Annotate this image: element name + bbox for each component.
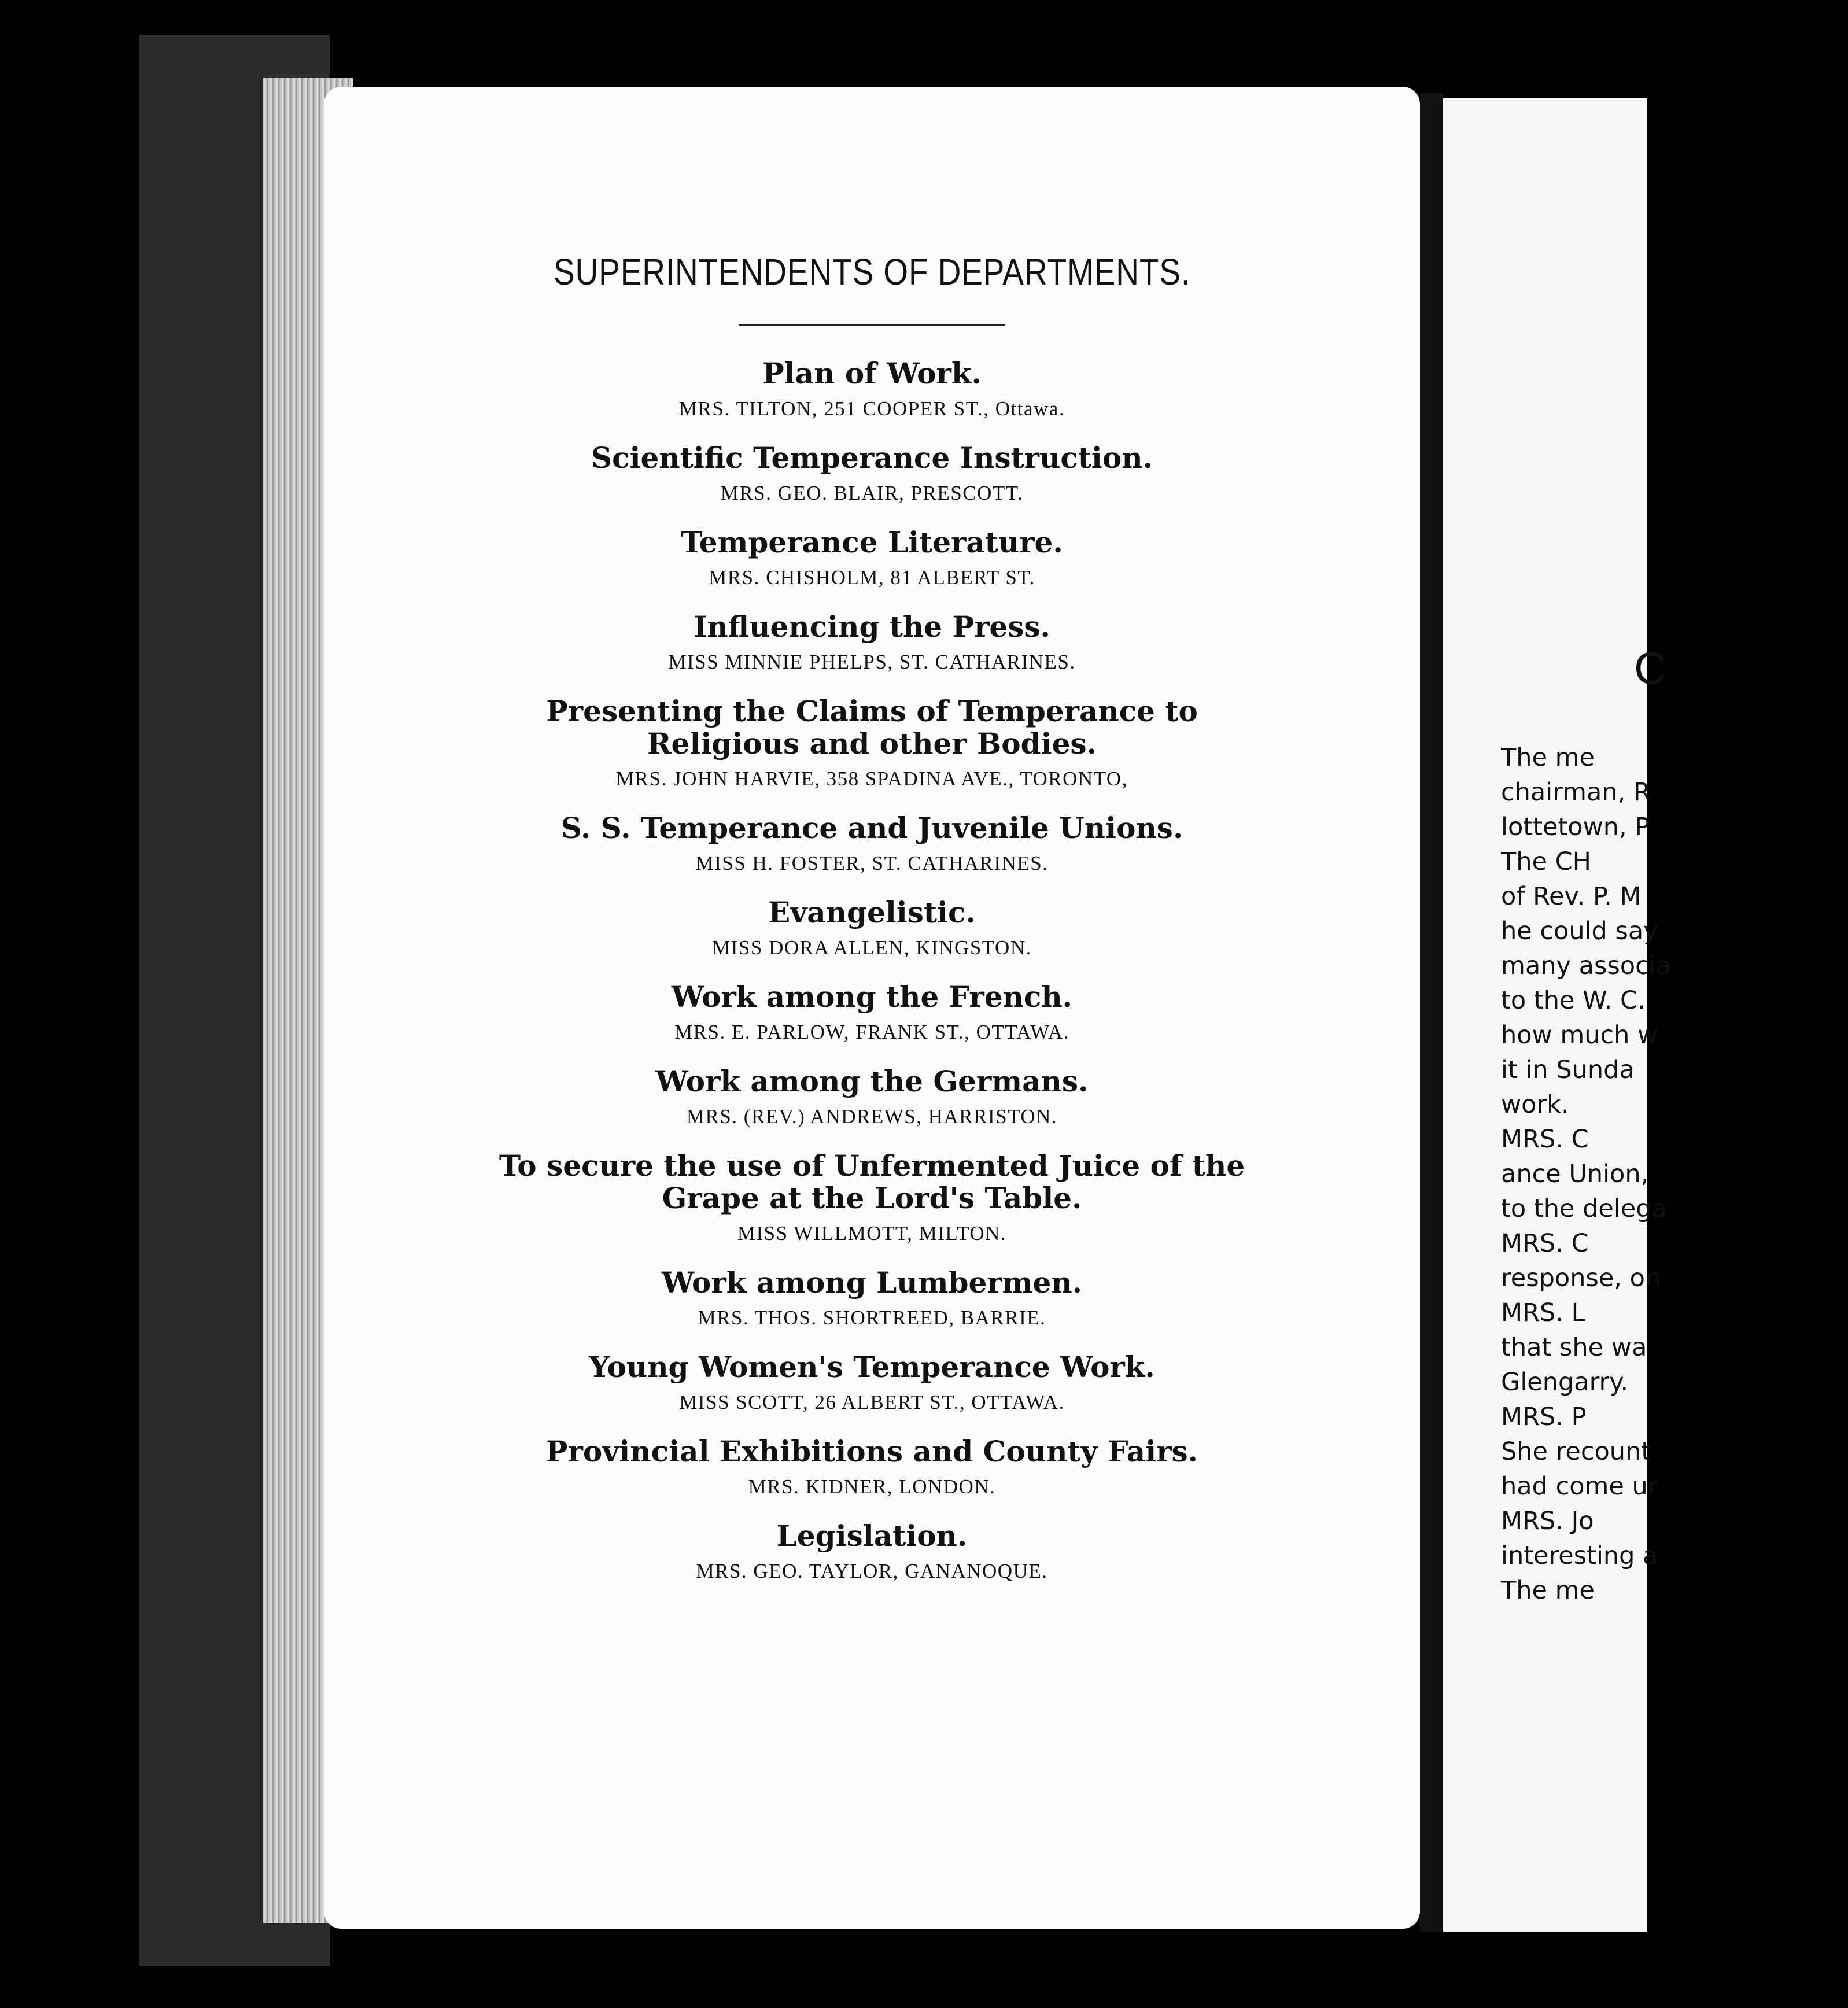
department-entry (324, 695, 1420, 793)
department-name: Young Women's Temperance Work. (589, 1350, 1155, 1384)
department-entry (324, 357, 1420, 423)
department-entry (324, 1351, 1420, 1417)
department-entry (324, 611, 1420, 677)
page-title: SUPERINTENDENTS OF DEPARTMENTS. (553, 251, 1191, 293)
department-name: Plan of Work. (762, 356, 982, 390)
next-page-line: chairman, R (1501, 778, 1651, 807)
next-page-line: MRS. C (1501, 1125, 1589, 1154)
department-entry (324, 442, 1420, 508)
next-page-line: of Rev. P. M (1501, 882, 1642, 911)
next-page-line: The me (1501, 743, 1595, 772)
department-entry (324, 526, 1420, 592)
superintendent-line: MRS. (REV.) ANDREWS, HARRISTON. (686, 1105, 1058, 1128)
superintendent-line: MRS. E. PARLOW, FRANK ST., OTTAWA. (674, 1021, 1069, 1043)
superintendent-line: MISS MINNIE PHELPS, ST. CATHARINES. (668, 651, 1076, 673)
department-name: To secure the use of Unfermented Juice of the Grape at the Lord's Table. (499, 1149, 1245, 1215)
department-entry (324, 981, 1420, 1047)
department-entry (324, 1267, 1420, 1332)
department-entry (324, 1150, 1420, 1248)
next-page-line: to the delega (1501, 1194, 1667, 1223)
next-page-line: response, on (1501, 1264, 1661, 1293)
superintendent-line: MISS SCOTT, 26 ALBERT ST., OTTAWA. (679, 1391, 1065, 1413)
next-page-line: She recount (1501, 1437, 1651, 1466)
superintendent-line: MISS H. FOSTER, ST. CATHARINES. (695, 852, 1049, 874)
superintendent-line: MRS. THOS. SHORTREED, BARRIE. (698, 1306, 1046, 1329)
next-page-text (1501, 740, 1848, 1608)
superintendent-line: MRS. TILTON, 251 COOPER ST., Ottawa. (678, 397, 1065, 420)
next-page-line: it in Sunda (1501, 1055, 1635, 1084)
department-entry (324, 1520, 1420, 1586)
next-page-line: lottetown, P (1501, 813, 1650, 841)
next-page-heading: C (1634, 643, 1667, 693)
superintendent-line: MRS. CHISHOLM, 81 ALBERT ST. (709, 566, 1035, 589)
next-page-line: he could say (1501, 917, 1658, 946)
department-list (324, 357, 1420, 1586)
next-page-line: interesting a (1501, 1541, 1658, 1570)
next-page-line: The me (1501, 1576, 1595, 1605)
superintendent-line: MRS. KIDNER, LONDON. (748, 1475, 996, 1498)
department-name: Influencing the Press. (694, 610, 1050, 644)
next-page-line: had come ur (1501, 1472, 1658, 1501)
next-page-line: to the W. C. (1501, 986, 1646, 1015)
next-page-line: work. (1501, 1090, 1569, 1119)
next-page-line: how much w (1501, 1021, 1658, 1050)
next-page-line: MRS. L (1501, 1298, 1585, 1327)
department-name: Work among the Germans. (655, 1064, 1089, 1098)
superintendent-line: MRS. GEO. BLAIR, PRESCOTT. (720, 482, 1024, 504)
next-page-line: MRS. P (1501, 1402, 1587, 1431)
next-page-line: that she wa (1501, 1333, 1647, 1362)
next-page-line: MRS. C (1501, 1229, 1589, 1258)
next-page-line: MRS. Jo (1501, 1507, 1594, 1535)
next-page-line: Glengarry. (1501, 1368, 1629, 1397)
next-page-line: ance Union, (1501, 1160, 1649, 1188)
department-entry (324, 1065, 1420, 1131)
right-page-fragment (1443, 98, 1672, 1932)
department-name: Legislation. (776, 1519, 968, 1553)
book-gutter (1420, 93, 1443, 1932)
department-name: Evangelistic. (768, 895, 976, 929)
department-name: Work among the French. (671, 980, 1073, 1014)
superintendent-line: MRS. JOHN HARVIE, 358 SPADINA AVE., TORONTO, (616, 767, 1128, 790)
department-name: S. S. Temperance and Juvenile Unions. (560, 811, 1183, 845)
superintendent-line: MISS DORA ALLEN, KINGSTON. (712, 936, 1032, 959)
department-entry (324, 812, 1420, 878)
department-entry (324, 1435, 1420, 1501)
department-name: Provincial Exhibitions and County Fairs. (545, 1434, 1198, 1468)
department-name: Scientific Temperance Instruction. (591, 441, 1153, 475)
next-page-line: many associa (1501, 951, 1672, 980)
superintendent-line: MRS. GEO. TAYLOR, GANANOQUE. (696, 1560, 1048, 1582)
department-name: Presenting the Claims of Temperance to Religious and other Bodies. (546, 694, 1198, 761)
department-entry (324, 896, 1420, 962)
page-content (324, 243, 1420, 1604)
superintendent-line: MISS WILLMOTT, MILTON. (737, 1222, 1007, 1245)
next-page-line: The CH (1501, 847, 1592, 876)
department-name: Temperance Literature. (681, 525, 1063, 559)
department-name: Work among Lumbermen. (661, 1265, 1083, 1300)
title-rule (739, 324, 1005, 326)
